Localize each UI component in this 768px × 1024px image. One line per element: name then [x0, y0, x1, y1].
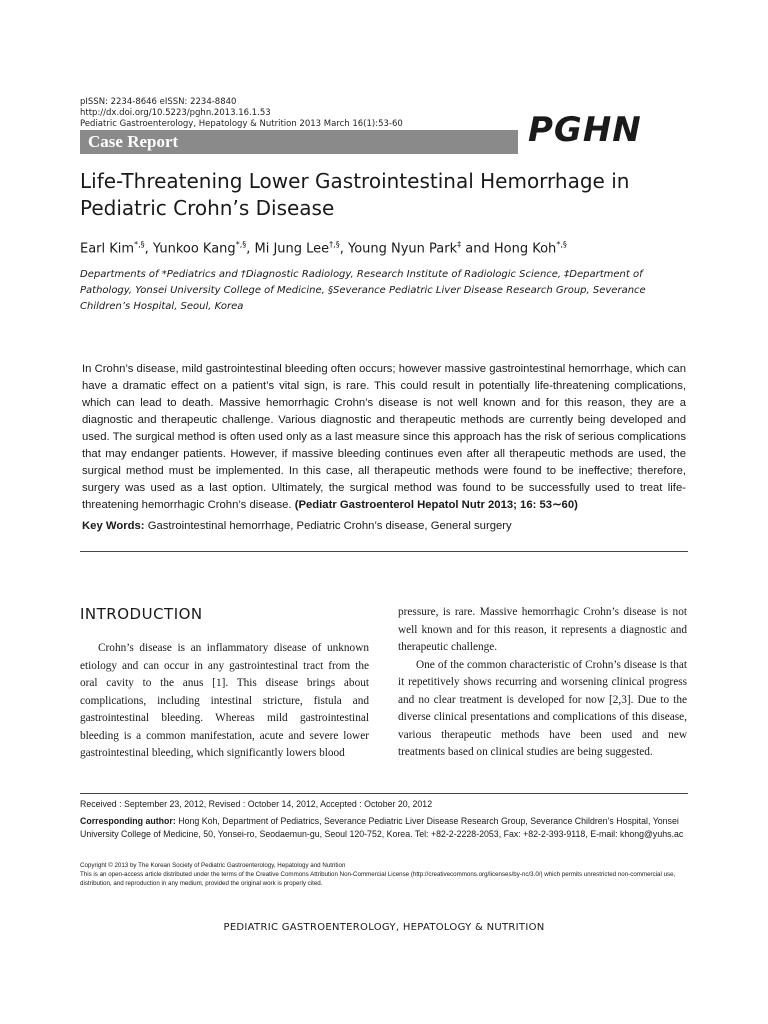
- author-name: Earl Kim: [80, 241, 135, 257]
- author-affiliation-mark: †,§: [329, 240, 340, 249]
- section-label: Case Report: [88, 132, 179, 151]
- received-dates: Received : September 23, 2012, Revised : October 14, 2012, Accepted : October 20, 2012: [80, 799, 433, 809]
- author-name: Young Nyun Park: [347, 241, 458, 257]
- author-affiliation-mark: *,§: [134, 240, 145, 249]
- author-list: [80, 240, 567, 256]
- license-text: This is an open-access article distributed under the terms of the Creative Commons Attribution Non-Commercial License (http://creativecommons.org/licenses/by-nc/3.0/) which permits unrestricted non-commercial use, distribution, and reproduction in any medium, provided the original work is properly cited.: [80, 871, 676, 887]
- body-column-right: [398, 604, 687, 762]
- footer-divider: [80, 793, 688, 794]
- author-affiliation-mark: ‡: [457, 240, 462, 249]
- author-separator: ,: [246, 241, 255, 257]
- affiliation-line: Departments of *Pediatrics and †Diagnostic Radiology, Research Institute of Radiologic Science, ‡Department of: [80, 269, 643, 280]
- section-heading-introduction: INTRODUCTION: [80, 605, 203, 623]
- abstract-citation: (Pediatr Gastroenterol Hepatol Nutr 2013; 16: 53∼60): [294, 499, 578, 511]
- journal-logo: PGHN: [528, 110, 642, 150]
- corresponding-text: Hong Koh, Department of Pediatrics, Severance Pediatric Liver Disease Research Group, Severance Children’s Hospital, Yonsei University College of Medicine, 50, Yonsei-ro, Seodaemun-gu, Seoul 120-752, Korea. Tel: +82-2-2228-2053, Fax: +82-2-393-9118, E-mail: khong@yuhs.ac: [80, 816, 684, 839]
- body-paragraph: pressure, is rare. Massive hemorrhagic Crohn’s disease is not well known and for this reason, it represents a diagnostic and therapeutic challenge.: [398, 606, 687, 653]
- copyright-notice: [80, 861, 688, 888]
- author-name: Yunkoo Kang: [152, 241, 236, 257]
- abstract: [82, 361, 686, 514]
- author-affiliation-mark: *,§: [235, 240, 247, 249]
- corresponding-label: Corresponding author:: [80, 816, 176, 826]
- abstract-text: In Crohn’s disease, mild gastrointestinal bleeding often occurs; however massive gastrointestinal hemorrhage, which can have a dramatic effect on a patient’s vital sign, is rare. This could result in potentially life-threatening complications, which can lead to death. Massive hemorrhagic Crohn’s disease is not well known and for this reason, they are a diagnostic and therapeutic challenge. Various diagnostic and therapeutic methods are currently being developed and used. The surgical method is often used only as a last measure since this approach has the risk of serious complications that may endanger patients. However, if massive bleeding continues even after all therapeutic methods are used, the surgical method must be implemented. In this case, all therapeutic methods were found to be ineffective; therefore, surgery was used as a last option. Ultimately, the surgical method was found to be successfully used to treat life-threatening hemorrhagic Crohn’s disease.: [82, 363, 686, 511]
- doi-link[interactable]: http://dx.doi.org/10.5223/pghn.2013.16.1.53: [80, 108, 271, 118]
- keywords: [82, 520, 686, 532]
- journal-meta: [80, 97, 403, 130]
- corresponding-author: [80, 815, 688, 841]
- citation-line: Pediatric Gastroenterology, Hepatology & Nutrition 2013 March 16(1):53-60: [80, 119, 403, 129]
- body-paragraph: Crohn’s disease is an inflammatory disease of unknown etiology and can occur in any gastrointestinal tract from the oral cavity to the anus [1]. This disease brings about complications, including intestinal stricture, fistula and gastrointestinal bleeding. Whereas mild gastrointestinal bleeding is a common manifestation, acute and severe lower gastrointestinal bleeding, which significantly lowers blood: [80, 642, 369, 759]
- journal-footer: PEDIATRIC GASTROENTEROLOGY, HEPATOLOGY & NUTRITION: [223, 922, 545, 933]
- abstract-divider: [80, 551, 688, 552]
- author-separator: and: [461, 241, 494, 257]
- keywords-label: Key Words:: [82, 520, 145, 532]
- author-separator: ,: [339, 241, 348, 257]
- keywords-text: Gastrointestinal hemorrhage, Pediatric Crohn’s disease, General surgery: [147, 520, 512, 532]
- affiliation-line: Children’s Hospital, Seoul, Korea: [80, 301, 244, 312]
- body-column-left: [80, 640, 369, 763]
- body-paragraph: One of the common characteristic of Crohn’s disease is that it repetitively shows recurring and worsening clinical progress and no clear treatment is developed for now [2,3]. Due to the diverse clinical presentations and complications of this disease, various therapeutic methods have been used and new treatments based on clinical studies are being suggested.: [398, 658, 687, 758]
- author-name: Mi Jung Lee: [254, 241, 330, 257]
- affiliation-line: Pathology, Yonsei University College of Medicine, §Severance Pediatric Liver Disease Research Group, Severance: [80, 285, 646, 296]
- copyright-line: Copyright © 2013 by The Korean Society of Pediatric Gastroenterology, Hepatology and Nutrition: [80, 862, 346, 869]
- author-name: Hong Koh: [493, 241, 557, 257]
- article-title: Life-Threatening Lower Gastrointestinal Hemorrhage in Pediatric Crohn’s Disease: [80, 169, 630, 220]
- issn-line: pISSN: 2234-8646 eISSN: 2234-8840: [80, 97, 237, 107]
- author-separator: ,: [144, 241, 153, 257]
- affiliations: [80, 267, 690, 315]
- author-affiliation-mark: *,§: [556, 240, 567, 249]
